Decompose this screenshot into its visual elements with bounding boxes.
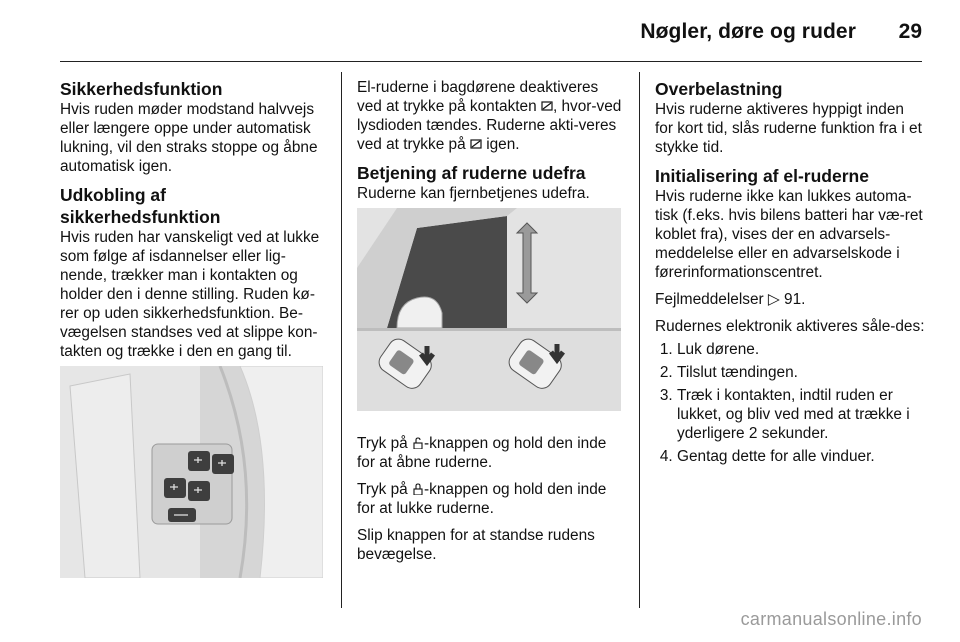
paragraph-disable-safety: Hvis ruden har vanskeligt ved at lukke som følge af isdannelser eller lig-nende, trækker man i kontakten og holder den i denne stilling. Ruden kø-rer op uden sikkerhedsfunktion. Be-vægelsen standses ved at slippe kon-takten og trække i den en gang til. (60, 229, 320, 360)
paragraph-activation: Rudernes elektronik aktiveres såle-des: (655, 318, 925, 335)
column-left (60, 78, 328, 395)
header-rule (60, 61, 922, 62)
child-lock-icon (541, 100, 553, 112)
paragraph-error-messages (655, 290, 925, 309)
list-item: 1. Luk dørene. (677, 340, 925, 359)
heading-safety-function: Sikkerhedsfunktion (60, 79, 223, 99)
paragraph-safety-function: Hvis ruden møder modstand halvvejs eller længere oppe under automatisk lukning, vil den straks stoppe og åbne automatisk igen. (60, 101, 318, 175)
paragraph-rear-deactivate-part2: , hvor-ved lysdioden tændes. Ruderne akti-veres ved at trykke på (357, 98, 622, 153)
column-right (655, 78, 925, 470)
steps-list (655, 340, 925, 466)
page-number: 29 (898, 20, 922, 43)
watermark: carmanualsonline.info (740, 609, 922, 629)
paragraph-error-messages-part2: 91. (779, 291, 806, 308)
list-item: 3. Træk i kontakten, indtil ruden er lukket, og bliv ved med at trække i yderligere 2 sekunder. (677, 386, 925, 443)
unlock-icon (412, 437, 424, 449)
lock-icon (412, 483, 424, 495)
paragraph-open-windows-part2: -knappen og hold den inde for at åbne ruderne. (357, 435, 607, 471)
column-divider-2 (639, 72, 640, 608)
paragraph-open-windows (357, 434, 623, 472)
heading-remote-operation: Betjening af ruderne udefra (357, 163, 586, 183)
column-middle (357, 78, 623, 203)
paragraph-initialization: Hvis ruderne ikke kan lukkes automa-tisk (f.eks. hvis bilens batteri har væ-ret koblet fra), vises der en advarsels-meddelelse eller en advarselskode i førerinformationscentret. (655, 188, 923, 281)
heading-disable-safety: Udkobling af sikkerhedsfunktion (60, 185, 221, 227)
column-divider-1 (341, 72, 342, 608)
page-reference-arrow-icon: ▷ (767, 291, 780, 308)
paragraph-rear-deactivate (357, 78, 623, 154)
figure-door-switches (60, 366, 323, 578)
paragraph-remote-operation: Ruderne kan fjernbetjenes udefra. (357, 185, 590, 202)
column-middle-lower (357, 434, 623, 564)
page-title: Nøgler, døre og ruder (640, 20, 856, 43)
paragraph-rear-deactivate-part1: El-ruderne i bagdørene deaktiveres ved at trykke på kontakten (357, 79, 599, 115)
list-item: 2. Tilslut tændingen. (677, 363, 925, 382)
figure-remote-windows (357, 208, 621, 411)
paragraph-overload: Hvis ruderne aktiveres hyppigt inden for kort tid, slås ruderne funktion fra i et stykke tid. (655, 101, 922, 156)
heading-initialization: Initialisering af el-ruderne (655, 166, 869, 186)
list-item: 4. Gentag dette for alle vinduer. (677, 447, 925, 466)
child-lock-icon (470, 138, 482, 150)
paragraph-close-windows-part1: Tryk på (357, 481, 413, 498)
remote-key-illustration (357, 208, 621, 411)
paragraph-stop-movement: Slip knappen for at standse rudens bevægelse. (357, 527, 595, 563)
paragraph-close-windows (357, 480, 623, 518)
door-switch-illustration (60, 366, 323, 578)
heading-overload: Overbelastning (655, 79, 783, 99)
paragraph-rear-deactivate-part3: igen. (481, 136, 520, 153)
paragraph-open-windows-part1: Tryk på (357, 435, 413, 452)
paragraph-close-windows-part2: -knappen og hold den inde for at lukke ruderne. (357, 481, 607, 517)
paragraph-error-messages-part1: Fejlmeddelelser (655, 291, 768, 308)
